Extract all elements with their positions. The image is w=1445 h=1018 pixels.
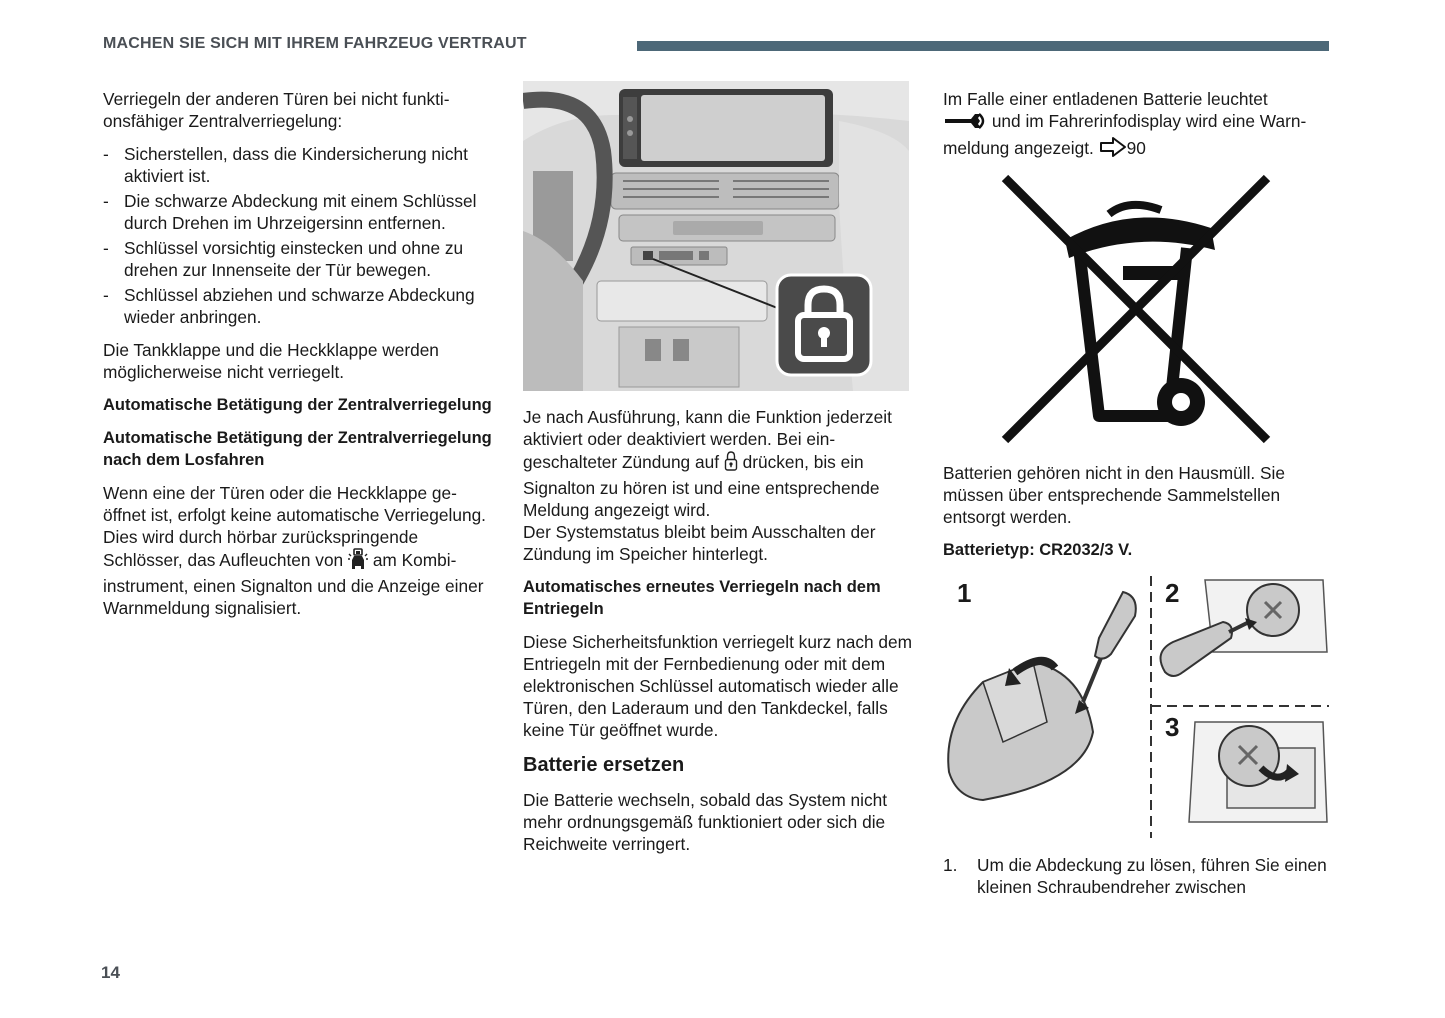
crossed-out-bin-icon <box>999 174 1283 448</box>
relock-paragraph: Diese Sicherheitsfunktion verriegelt kurz nach dem Entriegeln mit der Fernbedienung oder mit dem elektronischen Schlüssel automatisch wieder alle Türen, den Laderaum und den Tankdeckel, falls keine Tür geöffnet wurde. <box>523 632 913 740</box>
page-reference-arrow-icon <box>1099 136 1127 163</box>
section-heading: Automatische Betätigung der Zentralverriegelung nach dem Losfahren <box>103 429 492 469</box>
column-middle <box>523 88 913 866</box>
paragraph-text: Je nach Ausführung, kann die Funktion jederzeit aktiviert oder deaktiviert werden. Bei eingeschalteter Zündung auf <box>523 407 892 472</box>
note-paragraph: Die Tankklappe und die Heckklappe werden möglicherweise nicht verriegelt. <box>103 340 439 382</box>
door-lock-steps <box>103 143 493 328</box>
paragraph-text: am Kombiinstrument, einen Signalton und die Anzeige einer Warnmeldung signalisiert. <box>103 550 484 618</box>
battery-paragraph: Die Batterie wechseln, sobald das System nicht mehr ordnungsgemäß funktioniert oder sich die Reichweite verringert. <box>523 790 888 854</box>
page-reference: 90 <box>1126 138 1146 158</box>
section-title: Batterie ersetzen <box>523 754 685 776</box>
page-number: 14 <box>101 963 120 982</box>
battery-type: Batterietyp: CR2032/3 V. <box>943 541 1133 559</box>
disposal-paragraph: Batterien gehören nicht in den Hausmüll. Sie müssen über entsprechende Sammelstellen entsorgt werden. <box>943 463 1285 527</box>
battery-steps <box>943 854 1333 898</box>
running-header: MACHEN SIE SICH MIT IHREM FAHRZEUG VERTRAUT <box>103 35 527 52</box>
auto-lock-paragraph <box>103 482 493 619</box>
column-right <box>943 88 1333 898</box>
paragraph-text: und im Fahrerinfodisplay wird eine Warnmeldung angezeigt. <box>943 111 1307 158</box>
section-heading: Automatisches erneutes Verriegeln nach dem Entriegeln <box>523 578 881 618</box>
list-item: - Schlüssel abziehen und schwarze Abdeckung wieder anbringen. <box>103 284 493 328</box>
panel-label: 2 <box>1165 578 1180 608</box>
intro-paragraph: Verriegeln der anderen Türen bei nicht funktionsfähiger Zentralverriegelung: <box>103 89 450 131</box>
paragraph-text: Wenn eine der Türen oder die Heckklappe geöffnet ist, erfolgt keine automatische Verriegelung. Dies wird durch hörbar zurückspringende Schlösser, das Aufleuchten von <box>103 483 486 570</box>
panel-label: 3 <box>1165 712 1180 742</box>
warning-paragraph <box>943 88 1333 163</box>
dashboard-illustration <box>523 81 909 391</box>
list-item: - Die schwarze Abdeckung mit einem Schlüssel durch Drehen im Uhrzeigersinn entfernen. <box>103 190 493 234</box>
section-heading: Automatische Betätigung der Zentralverriegelung <box>103 396 492 414</box>
list-item: - Sicherstellen, dass die Kindersicherung nicht aktiviert ist. <box>103 143 493 187</box>
panel-label: 1 <box>957 578 972 608</box>
list-item <box>943 854 1333 898</box>
function-paragraph <box>523 406 913 565</box>
header-bar <box>637 41 1329 51</box>
wrench-icon <box>943 111 987 136</box>
step-text: Um die Abdeckung zu lösen, führen Sie einen kleinen Schraubendreher zwischen <box>977 855 1327 897</box>
paragraph-text: Im Falle einer entladenen Batterie leuchtet <box>943 89 1268 109</box>
car-lock-icon <box>348 548 368 575</box>
padlock-icon <box>724 450 738 477</box>
step-number: 1. <box>943 855 958 875</box>
column-left <box>103 88 493 630</box>
battery-replacement-illustration <box>943 572 1329 842</box>
paragraph-text: Der Systemstatus bleibt beim Ausschalten der Zündung im Speicher hinterlegt. <box>523 522 876 564</box>
list-item: - Schlüssel vorsichtig einstecken und ohne zu drehen zur Innenseite der Tür bewegen. <box>103 237 493 281</box>
paragraph-text: drücken, bis ein Signalton zu hören ist und eine entsprechende Meldung angezeigt wird. <box>523 452 880 520</box>
